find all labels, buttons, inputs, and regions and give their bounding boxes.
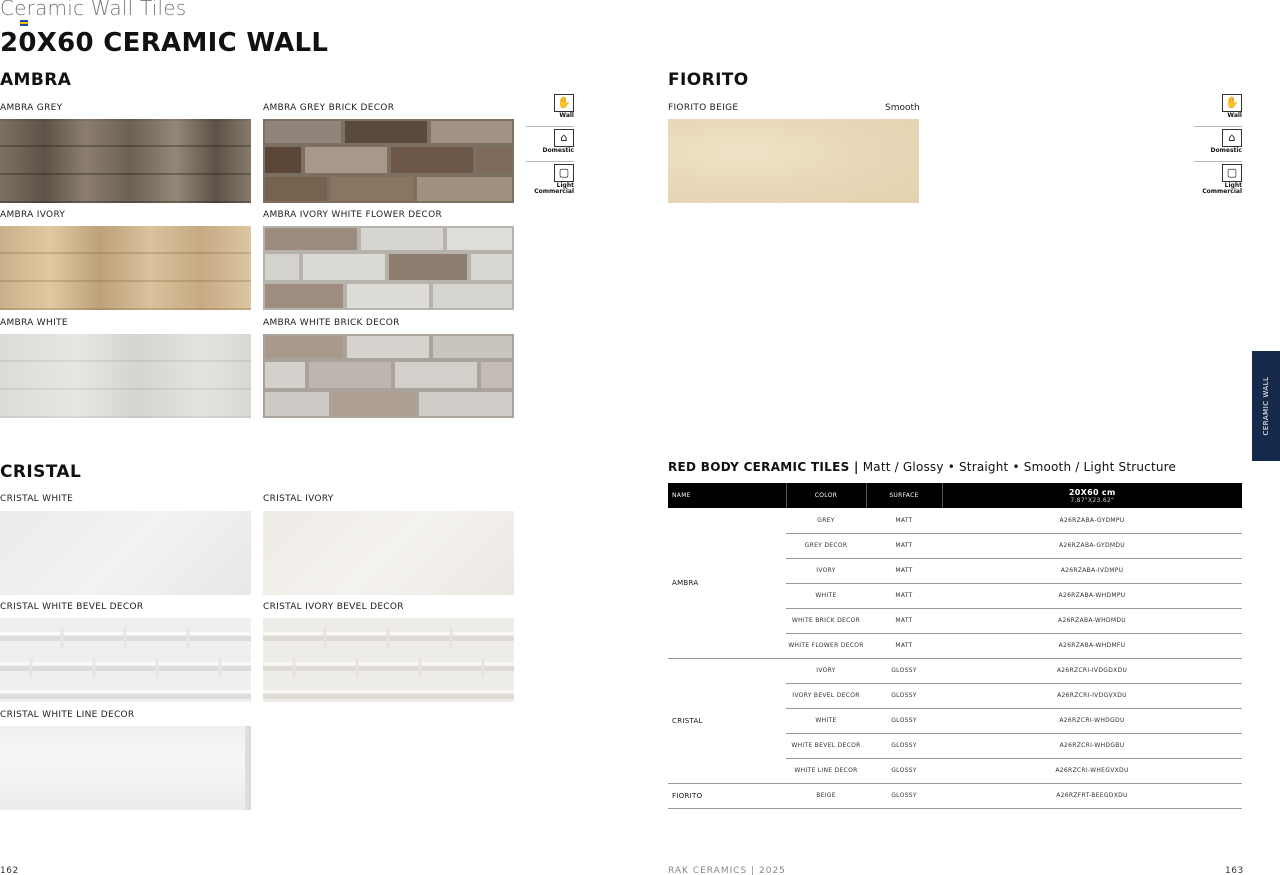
hand-icon: ✋ [1222,94,1242,112]
cell-color: WHITE [786,583,866,608]
usage-domestic: ⌂ Domestic [526,127,574,162]
cell-color: WHITE BRICK DECOR [786,608,866,633]
usage-icons-ambra [526,92,574,197]
tile-label: AMBRA IVORY WHITE FLOWER DECOR [263,210,443,220]
tile-label: AMBRA IVORY [0,210,66,220]
cell-color: WHITE LINE DECOR [786,758,866,783]
tile-label: AMBRA WHITE [0,318,68,328]
cell-code: A26RZABA-GYDMPU [942,508,1242,533]
usage-wall: ✋ Wall [1194,92,1242,127]
cell-code: A26RZABA-WHDMFU [942,633,1242,658]
section-title-ambra: AMBRA [0,70,72,90]
cell-name: FIORITO [668,783,786,808]
usage-icons-fiorito [1194,92,1242,197]
page-number-left: 162 [0,866,19,875]
cell-code: A26RZCRI-IVDGVXDU [942,683,1242,708]
column-header-size: 20X60 cm 7.87"X23.62" [942,483,1242,508]
flag-icon [20,20,28,26]
cell-code: A26RZABA-WHDMDU [942,608,1242,633]
shopping-bag-icon: ▢ [554,164,574,182]
page-title: 20X60 CERAMIC WALL [0,28,329,58]
cell-code: A26RZCRI-IVDGDXDU [942,658,1242,683]
tile-image-ambra-white-brick-decor [263,334,514,418]
cell-color: IVORY [786,658,866,683]
table-heading: RED BODY CERAMIC TILES | Matt / Glossy • Straight • Smooth / Light Structure [668,460,1177,474]
house-icon: ⌂ [554,129,574,147]
tile-image-ambra-white [0,334,251,418]
column-header-surface: SURFACE [866,483,942,508]
shopping-bag-icon: ▢ [1222,164,1242,182]
cell-surface: MATT [866,558,942,583]
tile-label: CRISTAL IVORY BEVEL DECOR [263,602,404,612]
tile-label: AMBRA WHITE BRICK DECOR [263,318,400,328]
finish-label: Smooth [885,103,920,113]
tile-label: CRISTAL WHITE LINE DECOR [0,710,135,720]
cell-code: A26RZABA-GYDMDU [942,533,1242,558]
cell-color: IVORY [786,558,866,583]
cell-code: A26RZCRI-WHDGBU [942,733,1242,758]
usage-light-commercial: ▢ Light Commercial [534,166,574,195]
cell-code: A26RZABA-WHDMPU [942,583,1242,608]
cell-color: GREY [786,508,866,533]
usage-light-commercial: ▢ Light Commercial [1202,166,1242,195]
section-title-fiorito: FIORITO [668,70,749,90]
tile-image-ambra-ivory [0,226,251,310]
cell-code: A26RZABA-IVDMPU [942,558,1242,583]
cell-surface: MATT [866,508,942,533]
cell-name: AMBRA [668,508,786,658]
cell-color: WHITE [786,708,866,733]
tile-image-cristal-white [0,511,251,595]
tile-image-cristal-white-line-decor [0,726,251,810]
house-icon: ⌂ [1222,129,1242,147]
tile-image-cristal-white-bevel-decor [0,618,251,702]
cell-code: A26RZCRI-WHDGDU [942,708,1242,733]
cell-color: WHITE BEVEL DECOR [786,733,866,758]
table-row [668,508,1242,533]
cell-surface: GLOSSY [866,783,942,808]
cell-surface: GLOSSY [866,683,942,708]
hand-icon: ✋ [554,94,574,112]
side-tab[interactable] [1252,351,1280,461]
cell-code: A26RZCRI-WHEGVXDU [942,758,1242,783]
page-number-right: 163 [1225,866,1244,875]
tile-label: AMBRA GREY [0,103,63,113]
cell-name: CRISTAL [668,658,786,783]
cell-surface: MATT [866,633,942,658]
cell-surface: GLOSSY [866,658,942,683]
section-title-cristal: CRISTAL [0,462,82,482]
footer-brand: RAK CERAMICS | 2025 [668,866,786,875]
cell-code: A26RZFRT-BEEGDXDU [942,783,1242,808]
tile-label: CRISTAL WHITE BEVEL DECOR [0,602,144,612]
tile-label: FIORITO BEIGE [668,103,739,113]
cell-surface: MATT [866,583,942,608]
cell-surface: MATT [866,608,942,633]
cell-color: IVORY BEVEL DECOR [786,683,866,708]
usage-wall: ✋ Wall [526,92,574,127]
usage-domestic: ⌂ Domestic [1194,127,1242,162]
product-table [668,483,1242,809]
table-row [668,658,1242,683]
cell-color: BEIGE [786,783,866,808]
tile-label: CRISTAL IVORY [263,494,334,504]
cell-color: WHITE FLOWER DECOR [786,633,866,658]
table-header-row [668,483,1242,508]
cell-surface: GLOSSY [866,733,942,758]
column-header-name: NAME [668,483,786,508]
table-row [668,783,1242,808]
tile-image-ambra-ivory-white-flower-decor [263,226,514,310]
tile-image-cristal-ivory [263,511,514,595]
cell-surface: GLOSSY [866,758,942,783]
tile-image-cristal-ivory-bevel-decor [263,618,514,702]
tile-image-fiorito-beige [668,119,919,203]
tile-image-ambra-grey-brick-decor [263,119,514,203]
column-header-color: COLOR [786,483,866,508]
side-tab-label: CERAMIC WALL [1262,376,1270,436]
cell-surface: MATT [866,533,942,558]
tile-label: AMBRA GREY BRICK DECOR [263,103,395,113]
tile-label: CRISTAL WHITE [0,494,74,504]
cell-surface: GLOSSY [866,708,942,733]
tile-image-ambra-grey [0,119,251,203]
cell-color: GREY DECOR [786,533,866,558]
catalog-subtitle: Ceramic Wall Tiles [0,0,187,20]
